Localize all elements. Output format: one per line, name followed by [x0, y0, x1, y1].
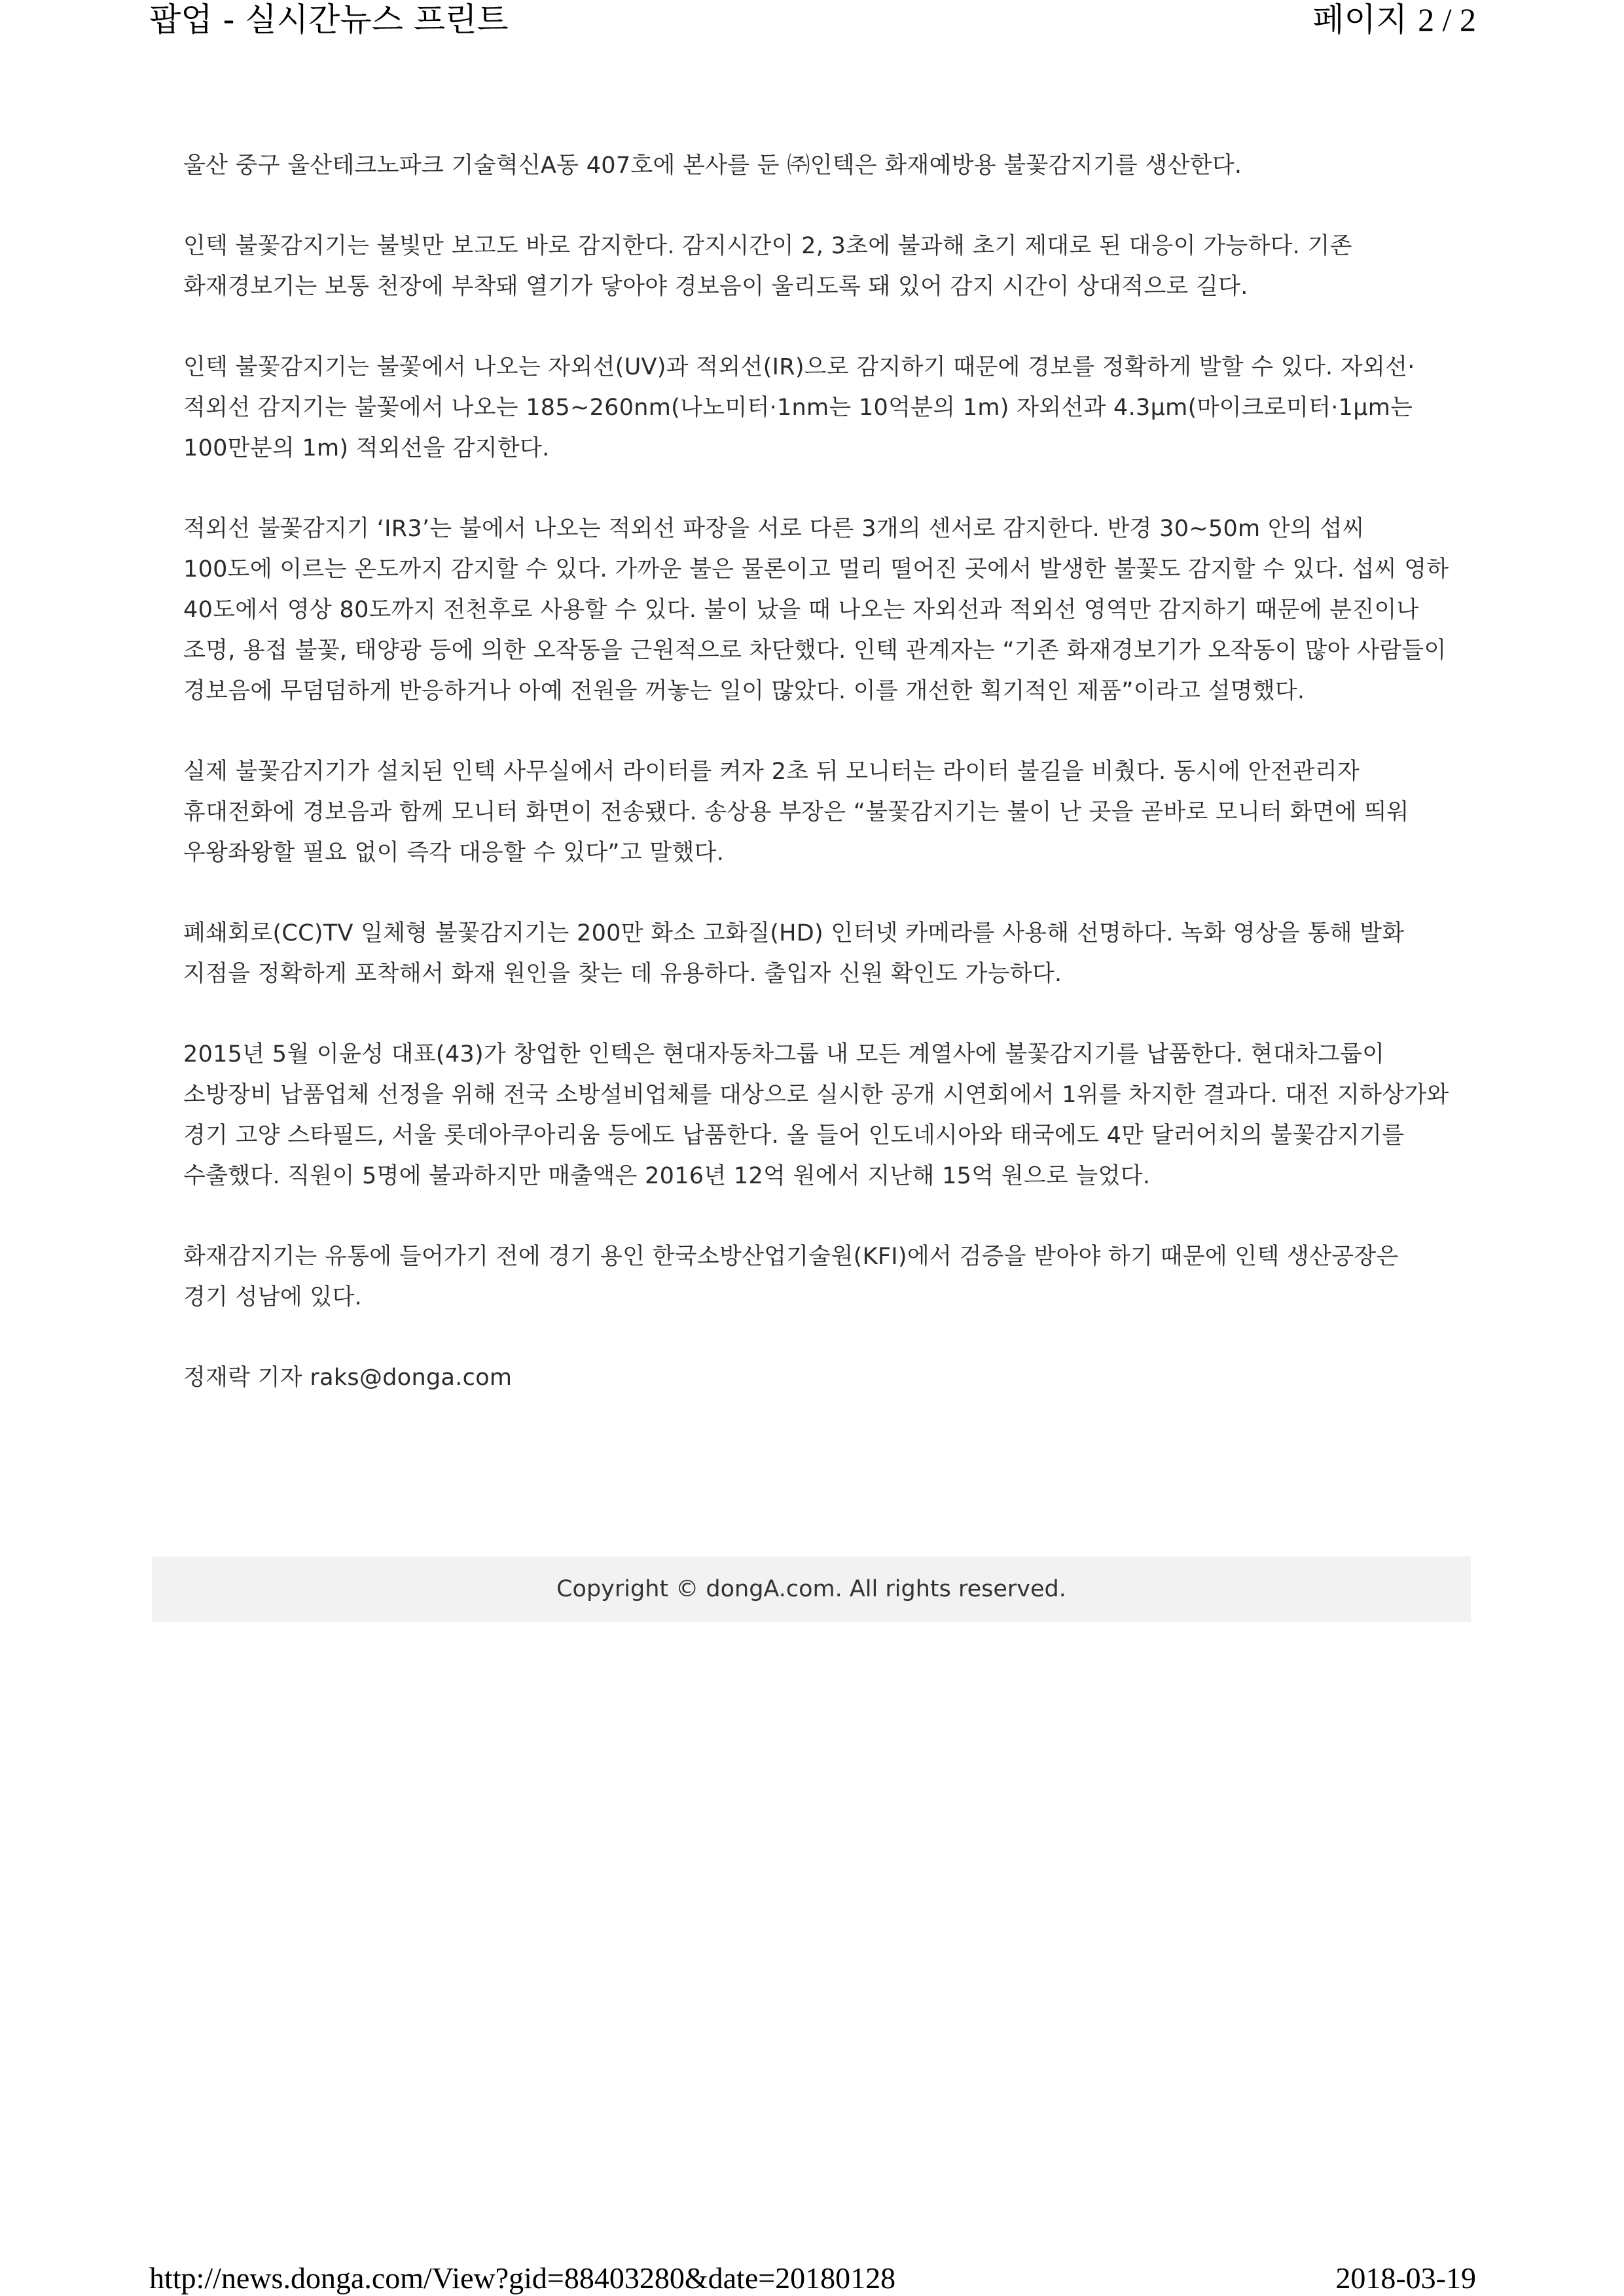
- article-paragraph: 2015년 5월 이윤성 대표(43)가 창업한 인텍은 현대자동차그룹 내 모든 계열사에 불꽃감지기를 납품한다. 현대차그룹이 소방장비 납품업체 선정을 위해 전국 소방설비업체를 대상으로 실시한 공개 시연회에서 1위를 차지한 결과다. 대전 지하상가와 경기 고양 스타필드, 서울 롯데아쿠아리움 등에도 납품한다. 올 들어 인도네시아와 태국에도 4만 달러어치의 불꽃감지기를 수출했다. 직원이 5명에 불과하지만 매출액은 2016년 12억 원에서 지난해 15억 원으로 늘었다.: [183, 1041, 1449, 1189]
- print-footer-url: http://news.donga.com/View?gid=88403280&date=20180128: [149, 2261, 896, 2295]
- print-header-page: [1312, 0, 1476, 39]
- page-number: 2 / 2: [1418, 1, 1476, 38]
- article-paragraph: 폐쇄회로(CC)TV 일체형 불꽃감지기는 200만 화소 고화질(HD) 인터넷 카메라를 사용해 선명하다. 녹화 영상을 통해 발화 지점을 정확하게 포착해서 화재 원인을 찾는 데 유용하다. 출입자 신원 확인도 가능하다.: [183, 920, 1405, 987]
- print-header-title: 팝업 - 실시간뉴스 프린트: [149, 1, 509, 39]
- page-label: 페이지: [1312, 1, 1408, 39]
- article-paragraph: 인텍 불꽃감지기는 불빛만 보고도 바로 감지한다. 감지시간이 2, 3초에 불과해 초기 제대로 된 대응이 가능하다. 기존 화재경보기는 보통 천장에 부착돼 열기가 닿아야 경보음이 울리도록 돼 있어 감지 시간이 상대적으로 길다.: [183, 233, 1352, 300]
- copyright-bar: Copyright © dongA.com. All rights reserved.: [152, 1556, 1471, 1622]
- article-paragraph: 화재감지기는 유통에 들어가기 전에 경기 용인 한국소방산업기술원(KFI)에서 검증을 받아야 하기 때문에 인텍 생산공장은 경기 성남에 있다.: [183, 1244, 1399, 1310]
- article-body: [183, 145, 1450, 1438]
- article-paragraph: 실제 불꽃감지기가 설치된 인텍 사무실에서 라이터를 켜자 2초 뒤 모니터는 라이터 불길을 비췄다. 동시에 안전관리자 휴대전화에 경보음과 함께 모니터 화면이 전송됐다. 송상용 부장은 “불꽃감지기는 불이 난 곳을 곧바로 모니터 화면에 띄워 우왕좌왕할 필요 없이 즉각 대응할 수 있다”고 말했다.: [183, 759, 1409, 866]
- article-byline: 정재락 기자 raks@donga.com: [183, 1365, 513, 1391]
- article-paragraph: 인텍 불꽃감지기는 불꽃에서 나오는 자외선(UV)과 적외선(IR)으로 감지하기 때문에 경보를 정확하게 발할 수 있다. 자외선·적외선 감지기는 불꽃에서 나오는 185∼260nm(나노미터·1nm는 10억분의 1m) 자외선과 4.3μm(마이크로미터·1μm는 100만분의 1m) 적외선을 감지한다.: [183, 354, 1415, 461]
- article-paragraph: 적외선 불꽃감지기 ‘IR3’는 불에서 나오는 적외선 파장을 서로 다른 3개의 센서로 감지한다. 반경 30∼50m 안의 섭씨 100도에 이르는 온도까지 감지할 수 있다. 가까운 불은 물론이고 멀리 떨어진 곳에서 발생한 불꽃도 감지할 수 있다. 섭씨 영하 40도에서 영상 80도까지 전천후로 사용할 수 있다. 불이 났을 때 나오는 자외선과 적외선 영역만 감지하기 때문에 분진이나 조명, 용접 불꽃, 태양광 등에 의한 오작동을 근원적으로 차단했다. 인텍 관계자는 “기존 화재경보기가 오작동이 많아 사람들이 경보음에 무덤덤하게 반응하거나 아예 전원을 꺼놓는 일이 많았다. 이를 개선한 획기적인 제품”이라고 설명했다.: [183, 516, 1449, 704]
- article-paragraph: 울산 중구 울산테크노파크 기술혁신A동 407호에 본사를 둔 ㈜인텍은 화재예방용 불꽃감지기를 생산한다.: [183, 152, 1242, 179]
- print-footer-date: 2018-03-19: [1335, 2261, 1476, 2295]
